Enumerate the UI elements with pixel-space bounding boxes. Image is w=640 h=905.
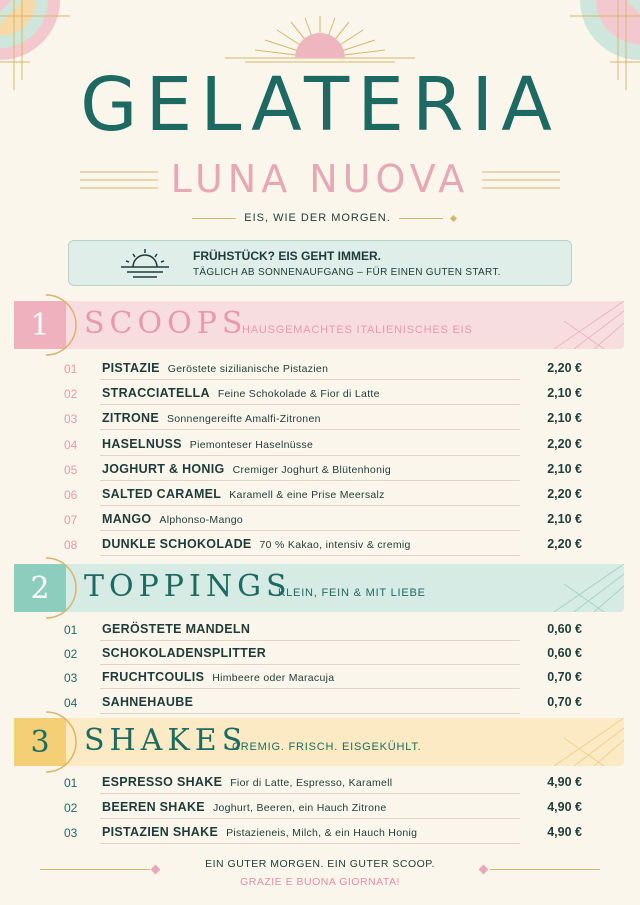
row-divider (100, 664, 520, 665)
item-name-line (102, 411, 321, 425)
item-number: 08 (64, 538, 78, 553)
item-name-line (102, 670, 334, 684)
item-name-line (102, 825, 417, 839)
item-number: 03 (64, 671, 78, 686)
item-price: 2,20 € (547, 361, 582, 375)
fan-ornament (554, 301, 624, 349)
item-name: GERÖSTETE MANDELN (102, 622, 251, 636)
row-divider (100, 688, 520, 689)
divider (192, 218, 236, 219)
item-price: 4,90 € (547, 825, 582, 839)
item-price: 2,20 € (547, 436, 582, 451)
menu-item (64, 358, 582, 380)
menu-item (64, 534, 582, 556)
item-price: 2,10 € (547, 512, 582, 527)
sunrise-icon (117, 245, 173, 281)
item-name-line (102, 386, 380, 400)
item-name: ZITRONE (102, 411, 159, 426)
item-description: Piemonteser Haselnüsse (189, 438, 314, 451)
sunrise-icon (225, 12, 415, 64)
section-title: SCOOPS (84, 306, 248, 341)
item-name-line (102, 695, 193, 709)
item-number: 03 (64, 826, 78, 840)
menu-item (64, 383, 582, 405)
menu-item (64, 772, 582, 794)
section-header-scoops (14, 301, 624, 349)
item-name: SCHOKOLADENSPLITTER (102, 646, 267, 661)
item-price: 0,60 € (547, 622, 582, 636)
section-subtitle: CREMIG. FRISCH. EISGEKÜHLT. (232, 741, 422, 753)
item-name: MANGO (102, 512, 152, 527)
item-price: 2,10 € (547, 461, 582, 476)
menu-item (64, 797, 582, 819)
item-name: FRUCHTCOULIS (102, 670, 205, 685)
row-divider (100, 555, 520, 556)
item-number: 06 (64, 488, 78, 502)
item-description: Fior di Latte, Espresso, Karamell (230, 777, 393, 789)
item-description: Feine Schokolade & Fior di Latte (217, 388, 380, 401)
item-description: Himbeere oder Maracuja (212, 672, 335, 685)
item-description: Cremiger Joghurt & Blütenhonig (232, 463, 391, 476)
item-description: Karamell & eine Prise Meersalz (229, 489, 385, 501)
page-title: GELATERIA (80, 62, 560, 148)
item-price: 2,20 € (547, 537, 582, 552)
item-name: HASELNUSS (102, 436, 182, 451)
item-number: 02 (64, 387, 78, 402)
section-header-shakes (14, 718, 624, 766)
item-name: PISTAZIE (102, 361, 160, 375)
tagline (0, 212, 640, 224)
menu-item (64, 408, 582, 430)
item-number: 04 (64, 695, 78, 710)
item-description: 70 % Kakao, intensiv & cremig (259, 539, 411, 552)
row-divider (100, 455, 520, 456)
item-name-line (102, 537, 411, 551)
item-price: 0,70 € (547, 694, 582, 709)
row-divider (100, 843, 520, 844)
menu-item (64, 619, 582, 641)
section-subtitle: KLEIN, FEIN & MIT LIEBE (278, 587, 426, 599)
item-number: 02 (64, 801, 78, 815)
tagline-text: EIS, WIE DER MORGEN. (244, 212, 391, 224)
section-title: TOPPINGS (84, 569, 292, 604)
section-header-toppings (14, 564, 624, 612)
menu-item (64, 692, 582, 714)
item-price: 4,90 € (547, 775, 582, 789)
banner-subtitle: TÄGLICH AB SONNENAUFGANG – FÜR EINEN GUTEN START. (193, 267, 501, 278)
item-name-line (102, 800, 387, 814)
footer-line-1: EIN GUTER MORGEN. EIN GUTER SCOOP. (205, 858, 435, 870)
row-divider (100, 480, 520, 481)
item-description: Pistazieneis, Milch, & ein Hauch Honig (226, 827, 418, 839)
item-number: 05 (64, 462, 78, 477)
row-divider (100, 640, 520, 641)
page-subtitle: LUNA NUOVA (170, 157, 470, 201)
item-name-line (102, 361, 328, 375)
row-divider (100, 713, 520, 714)
diamond-icon (450, 215, 457, 222)
menu-item (64, 459, 582, 481)
arc-ornament (44, 293, 88, 357)
row-divider (100, 429, 520, 430)
menu-item (64, 484, 582, 506)
row-divider (100, 505, 520, 506)
item-name-line (102, 646, 266, 660)
section-number: 3 (14, 718, 66, 766)
row-divider (100, 530, 520, 531)
item-price: 2,20 € (547, 487, 582, 501)
item-name: PISTAZIEN SHAKE (102, 825, 219, 839)
menu-item (64, 509, 582, 531)
section-number: 2 (14, 564, 66, 612)
item-name-line (102, 487, 385, 501)
fan-ornament (554, 718, 624, 766)
menu-item (64, 643, 582, 665)
item-description: Sonnengereifte Amalfi-Zitronen (166, 413, 321, 426)
item-description: Geröstete sizilianische Pistazien (167, 363, 329, 375)
breakfast-banner (68, 240, 572, 286)
item-name-line (102, 437, 313, 451)
divider (399, 218, 443, 219)
section-title: SHAKES (84, 723, 248, 758)
item-description: Joghurt, Beeren, ein Hauch Zitrone (212, 802, 387, 814)
item-number: 01 (64, 362, 78, 376)
row-divider (100, 793, 520, 794)
item-price: 0,70 € (547, 670, 582, 685)
item-name-line (102, 462, 391, 476)
item-name: SAHNEHAUBE (102, 694, 194, 709)
menu-item (64, 667, 582, 689)
item-name-line (102, 622, 250, 636)
item-number: 07 (64, 513, 78, 528)
arc-ornament (44, 556, 88, 620)
item-number: 01 (64, 623, 78, 637)
menu-item (64, 822, 582, 844)
item-price: 2,10 € (547, 386, 582, 401)
item-price: 4,90 € (547, 800, 582, 814)
section-number: 1 (14, 301, 66, 349)
row-divider (100, 379, 520, 380)
item-name: JOGHURT & HONIG (102, 461, 225, 476)
item-name: BEEREN SHAKE (102, 800, 205, 814)
item-number: 01 (64, 776, 78, 790)
item-price: 0,60 € (547, 646, 582, 661)
footer-line-2: GRAZIE E BUONA GIORNATA! (240, 876, 400, 888)
item-name: SALTED CARAMEL (102, 487, 222, 501)
menu-item (64, 434, 582, 456)
item-number: 03 (64, 412, 78, 427)
item-name-line (102, 512, 243, 526)
item-number: 02 (64, 647, 78, 662)
item-description: Alphonso-Mango (159, 514, 244, 527)
item-name: DUNKLE SCHOKOLADE (102, 537, 252, 552)
item-name: ESPRESSO SHAKE (102, 775, 223, 789)
banner-title: FRÜHSTÜCK? EIS GEHT IMMER. (193, 249, 381, 263)
row-divider (100, 404, 520, 405)
fan-ornament (554, 564, 624, 612)
item-price: 2,10 € (547, 411, 582, 426)
item-name: STRACCIATELLA (102, 386, 210, 401)
arc-ornament (44, 710, 88, 774)
item-name-line (102, 775, 392, 789)
item-number: 04 (64, 437, 78, 452)
row-divider (100, 818, 520, 819)
section-subtitle: HAUSGEMACHTES ITALIENISCHES EIS (242, 324, 473, 336)
